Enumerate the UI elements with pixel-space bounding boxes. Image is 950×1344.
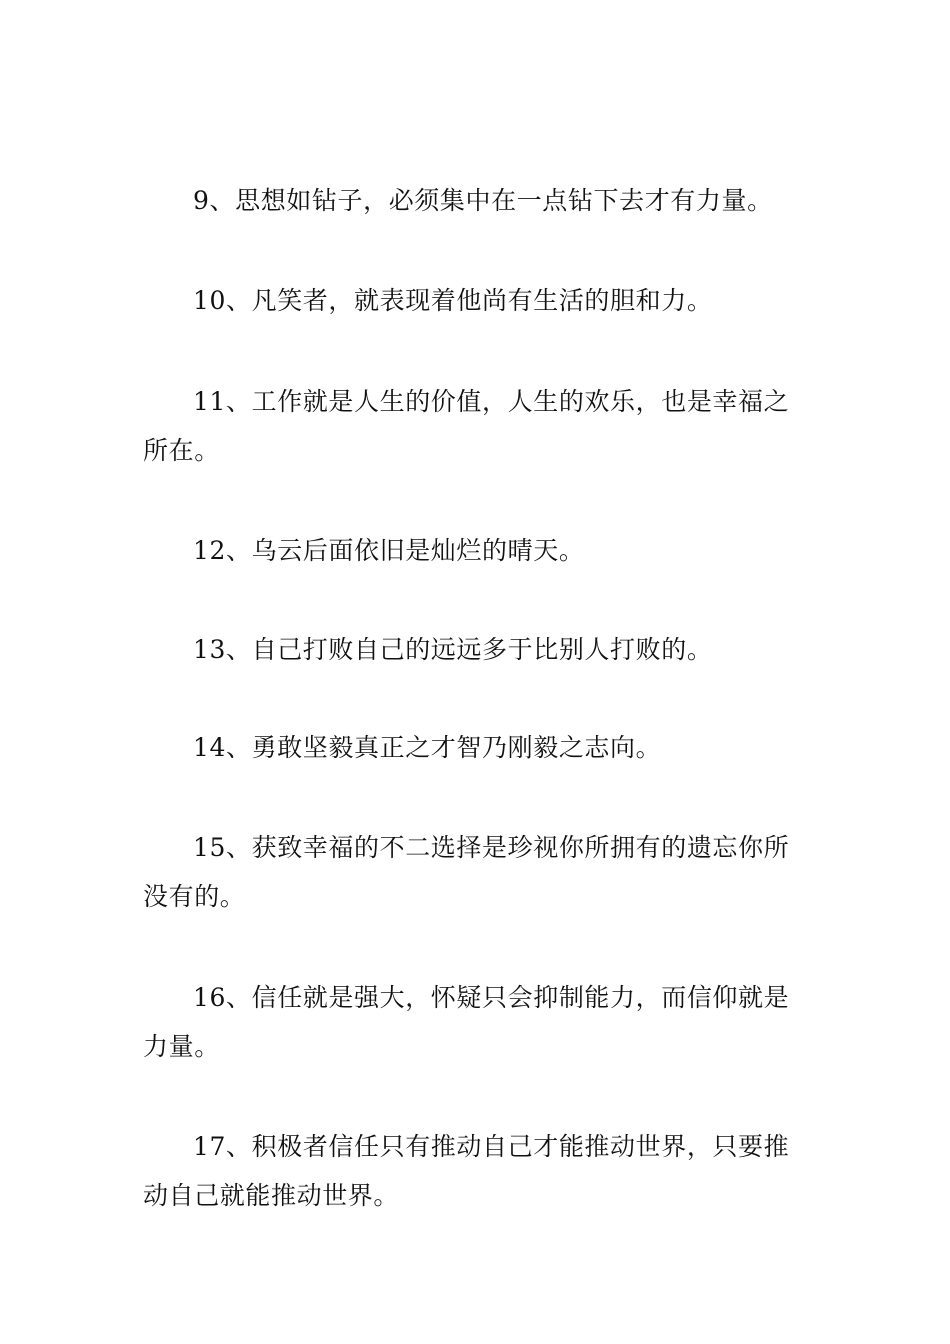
quote-item-15: 15、获致幸福的不二选择是珍视你所拥有的遗忘你所没有的。 — [143, 833, 790, 911]
quote-item-14: 14、勇敢坚毅真正之才智乃刚毅之志向。 — [193, 733, 662, 762]
quote-item-11: 11、工作就是人生的价值，人生的欢乐，也是幸福之所在。 — [143, 387, 790, 465]
quote-item-12: 12、乌云后面依旧是灿烂的晴天。 — [193, 536, 585, 565]
quote-item-10: 10、凡笑者，就表现着他尚有生活的胆和力。 — [193, 286, 713, 315]
quote-item-17: 17、积极者信任只有推动自己才能推动世界，只要推动自己就能推动世界。 — [143, 1132, 790, 1210]
quote-item-9: 9、思想如钻子，必须集中在一点钻下去才有力量。 — [193, 186, 773, 215]
quote-item-16: 16、信任就是强大，怀疑只会抑制能力，而信仰就是力量。 — [143, 983, 790, 1061]
quote-item-13: 13、自己打败自己的远远多于比别人打败的。 — [193, 635, 713, 664]
